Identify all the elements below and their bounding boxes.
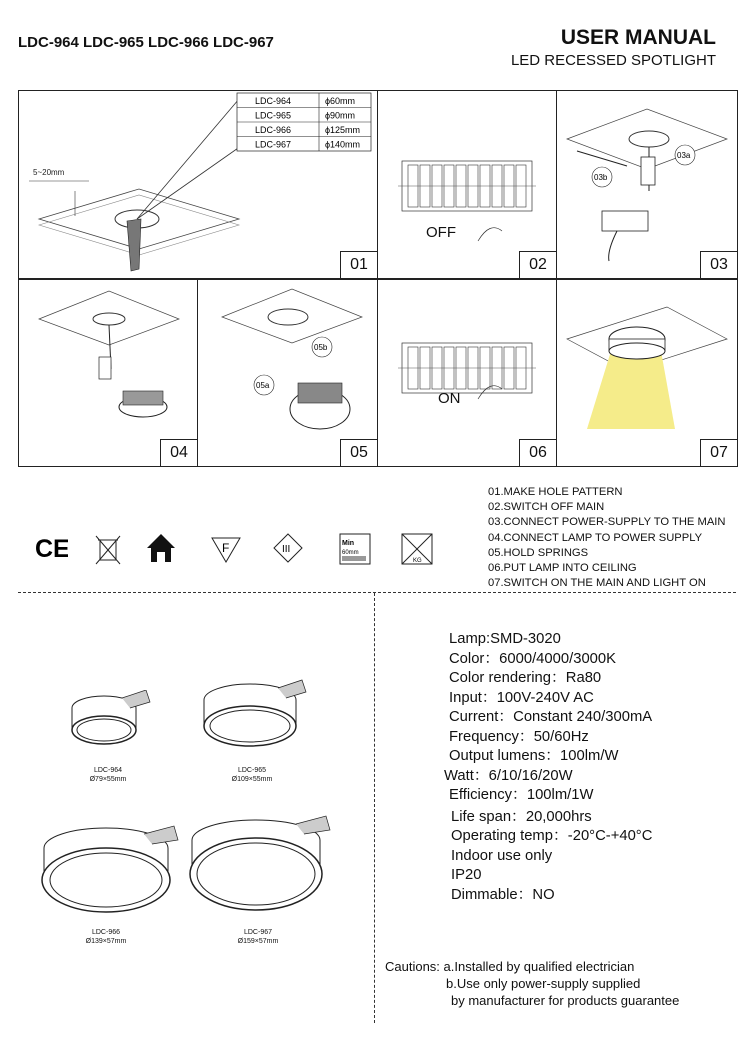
panel-05 — [198, 279, 378, 466]
breaker-on-illustration — [378, 279, 557, 466]
ldc-966-drawing — [34, 820, 184, 926]
product-caption-965: LDC-965 Ø109×55mm — [231, 767, 273, 783]
spec-output-lumens: Output lumens：100lm/W — [449, 748, 619, 764]
min-distance-icon — [338, 532, 370, 564]
spec-color: Color：6000/4000/3000K — [449, 650, 616, 667]
f-mark-icon — [210, 532, 242, 564]
indoor-use-icon — [145, 532, 177, 564]
step-text: 03.CONNECT POWER-SUPPLY TO THE MAIN — [488, 516, 726, 529]
ldc-967-drawing — [186, 812, 336, 924]
step-number-02: 02 — [519, 251, 556, 278]
section-divider — [18, 592, 736, 593]
step-number-04: 04 — [160, 439, 197, 466]
cautions-block — [385, 958, 679, 1009]
table-size-2: ϕ125mm — [325, 125, 361, 135]
spec-input: Input：100V-240V AC — [449, 689, 594, 706]
light-beam — [587, 351, 675, 429]
svg-text:KG: KG — [413, 558, 422, 564]
svg-text:CE: CE — [35, 535, 68, 563]
caution-b-cont: by manufacturer for products guarantee — [451, 993, 680, 1008]
step-number-01: 01 — [340, 251, 377, 278]
step-number-06: 06 — [519, 439, 556, 466]
hole-pattern-illustration — [19, 91, 378, 279]
callout-03b: 03b — [594, 173, 608, 182]
off-label: OFF — [426, 224, 456, 241]
product-caption-966: LDC-966 Ø139×57mm — [85, 929, 127, 945]
product-ldc-965 — [196, 676, 316, 765]
model-list: LDC-964 LDC-965 LDC-966 LDC-967 — [18, 34, 274, 51]
manual-subtitle: LED RECESSED SPOTLIGHT — [510, 52, 716, 69]
manual-title: USER MANUAL — [560, 26, 716, 49]
callout-05a: 05a — [256, 381, 270, 390]
panel-01 — [19, 91, 378, 279]
callout-05b: 05b — [314, 343, 328, 352]
table-size-3: ϕ140mm — [325, 139, 361, 150]
on-label: ON — [438, 390, 461, 407]
ce-mark-icon — [34, 532, 66, 564]
product-ldc-964 — [60, 690, 160, 761]
spec-color-rendering: Color rendering：Ra80 — [449, 670, 602, 686]
spec-operating-temp: Operating temp：-20°C-+40°C — [451, 828, 653, 844]
table-model-2: LDC-966 — [255, 125, 292, 135]
table-model-0: LDC-964 — [255, 96, 292, 106]
spec-lamp: Lamp:SMD-3020 — [449, 631, 561, 647]
table-model-1: LDC-965 — [255, 110, 292, 121]
table-size-1: ϕ90mm — [325, 110, 356, 121]
connect-lamp-illustration — [19, 279, 198, 466]
installation-steps-grid — [18, 90, 738, 467]
step-number-07: 07 — [700, 439, 737, 466]
panel-06 — [378, 279, 557, 466]
svg-text:F: F — [222, 541, 230, 555]
column-divider — [374, 593, 375, 1023]
ldc-964-drawing — [60, 690, 160, 756]
cutout-size-table — [237, 93, 371, 151]
step-text: 04.CONNECT LAMP TO POWER SUPPLY — [488, 531, 703, 544]
specifications-list — [444, 630, 653, 905]
svg-text:60mm: 60mm — [342, 550, 359, 556]
installation-step-list — [488, 485, 725, 591]
caution-b: b.Use only power-supply supplied — [446, 976, 641, 991]
table-model-3: LDC-967 — [255, 139, 292, 150]
product-ldc-967 — [186, 812, 336, 929]
spec-watt: Watt：6/10/16/20W — [444, 767, 573, 784]
step-number-03: 03 — [700, 251, 737, 278]
no-insulation-icon — [400, 532, 432, 564]
step-text: 07.SWITCH ON THE MAIN AND LIGHT ON — [488, 577, 706, 590]
hold-springs-illustration — [198, 279, 378, 466]
spec-efficiency: Efficiency：100lm/1W — [449, 787, 594, 803]
svg-text:III: III — [282, 544, 291, 555]
product-caption-967: LDC-967 Ø159×57mm — [237, 929, 279, 945]
panel-07 — [557, 279, 737, 466]
panel-04 — [19, 279, 198, 466]
spec-life-span: Life span：20,000hrs — [451, 808, 592, 825]
class-iii-icon — [272, 532, 304, 564]
callout-03a: 03a — [677, 151, 691, 160]
step-text: 06.PUT LAMP INTO CEILING — [488, 562, 637, 575]
spec-ip-rating: IP20 — [451, 867, 482, 883]
step-text: 05.HOLD SPRINGS — [488, 546, 589, 559]
product-caption-964: LDC-964 Ø79×55mm — [89, 767, 127, 783]
spec-frequency: Frequency：50/60Hz — [449, 728, 589, 745]
panel-02 — [378, 91, 557, 279]
step-text: 02.SWITCH OFF MAIN — [488, 501, 605, 514]
product-ldc-966 — [34, 820, 184, 931]
panel-03 — [557, 91, 737, 279]
ldc-965-drawing — [196, 676, 316, 760]
caution-a: a.Installed by qualified electrician — [443, 959, 635, 974]
step-number-05: 05 — [340, 439, 377, 466]
cautions-label: Cautions: — [385, 959, 440, 974]
step-text: 01.MAKE HOLE PATTERN — [488, 486, 623, 498]
spec-dimmable: Dimmable：NO — [451, 886, 555, 903]
light-on-illustration — [557, 279, 737, 466]
weee-bin-icon — [92, 532, 124, 564]
spec-current: Current：Constant 240/300mA — [449, 709, 653, 725]
table-size-0: ϕ60mm — [325, 96, 356, 106]
spec-indoor: Indoor use only — [451, 847, 553, 864]
svg-text:Min: Min — [342, 540, 355, 547]
thickness-label: 5~20mm — [33, 168, 65, 177]
